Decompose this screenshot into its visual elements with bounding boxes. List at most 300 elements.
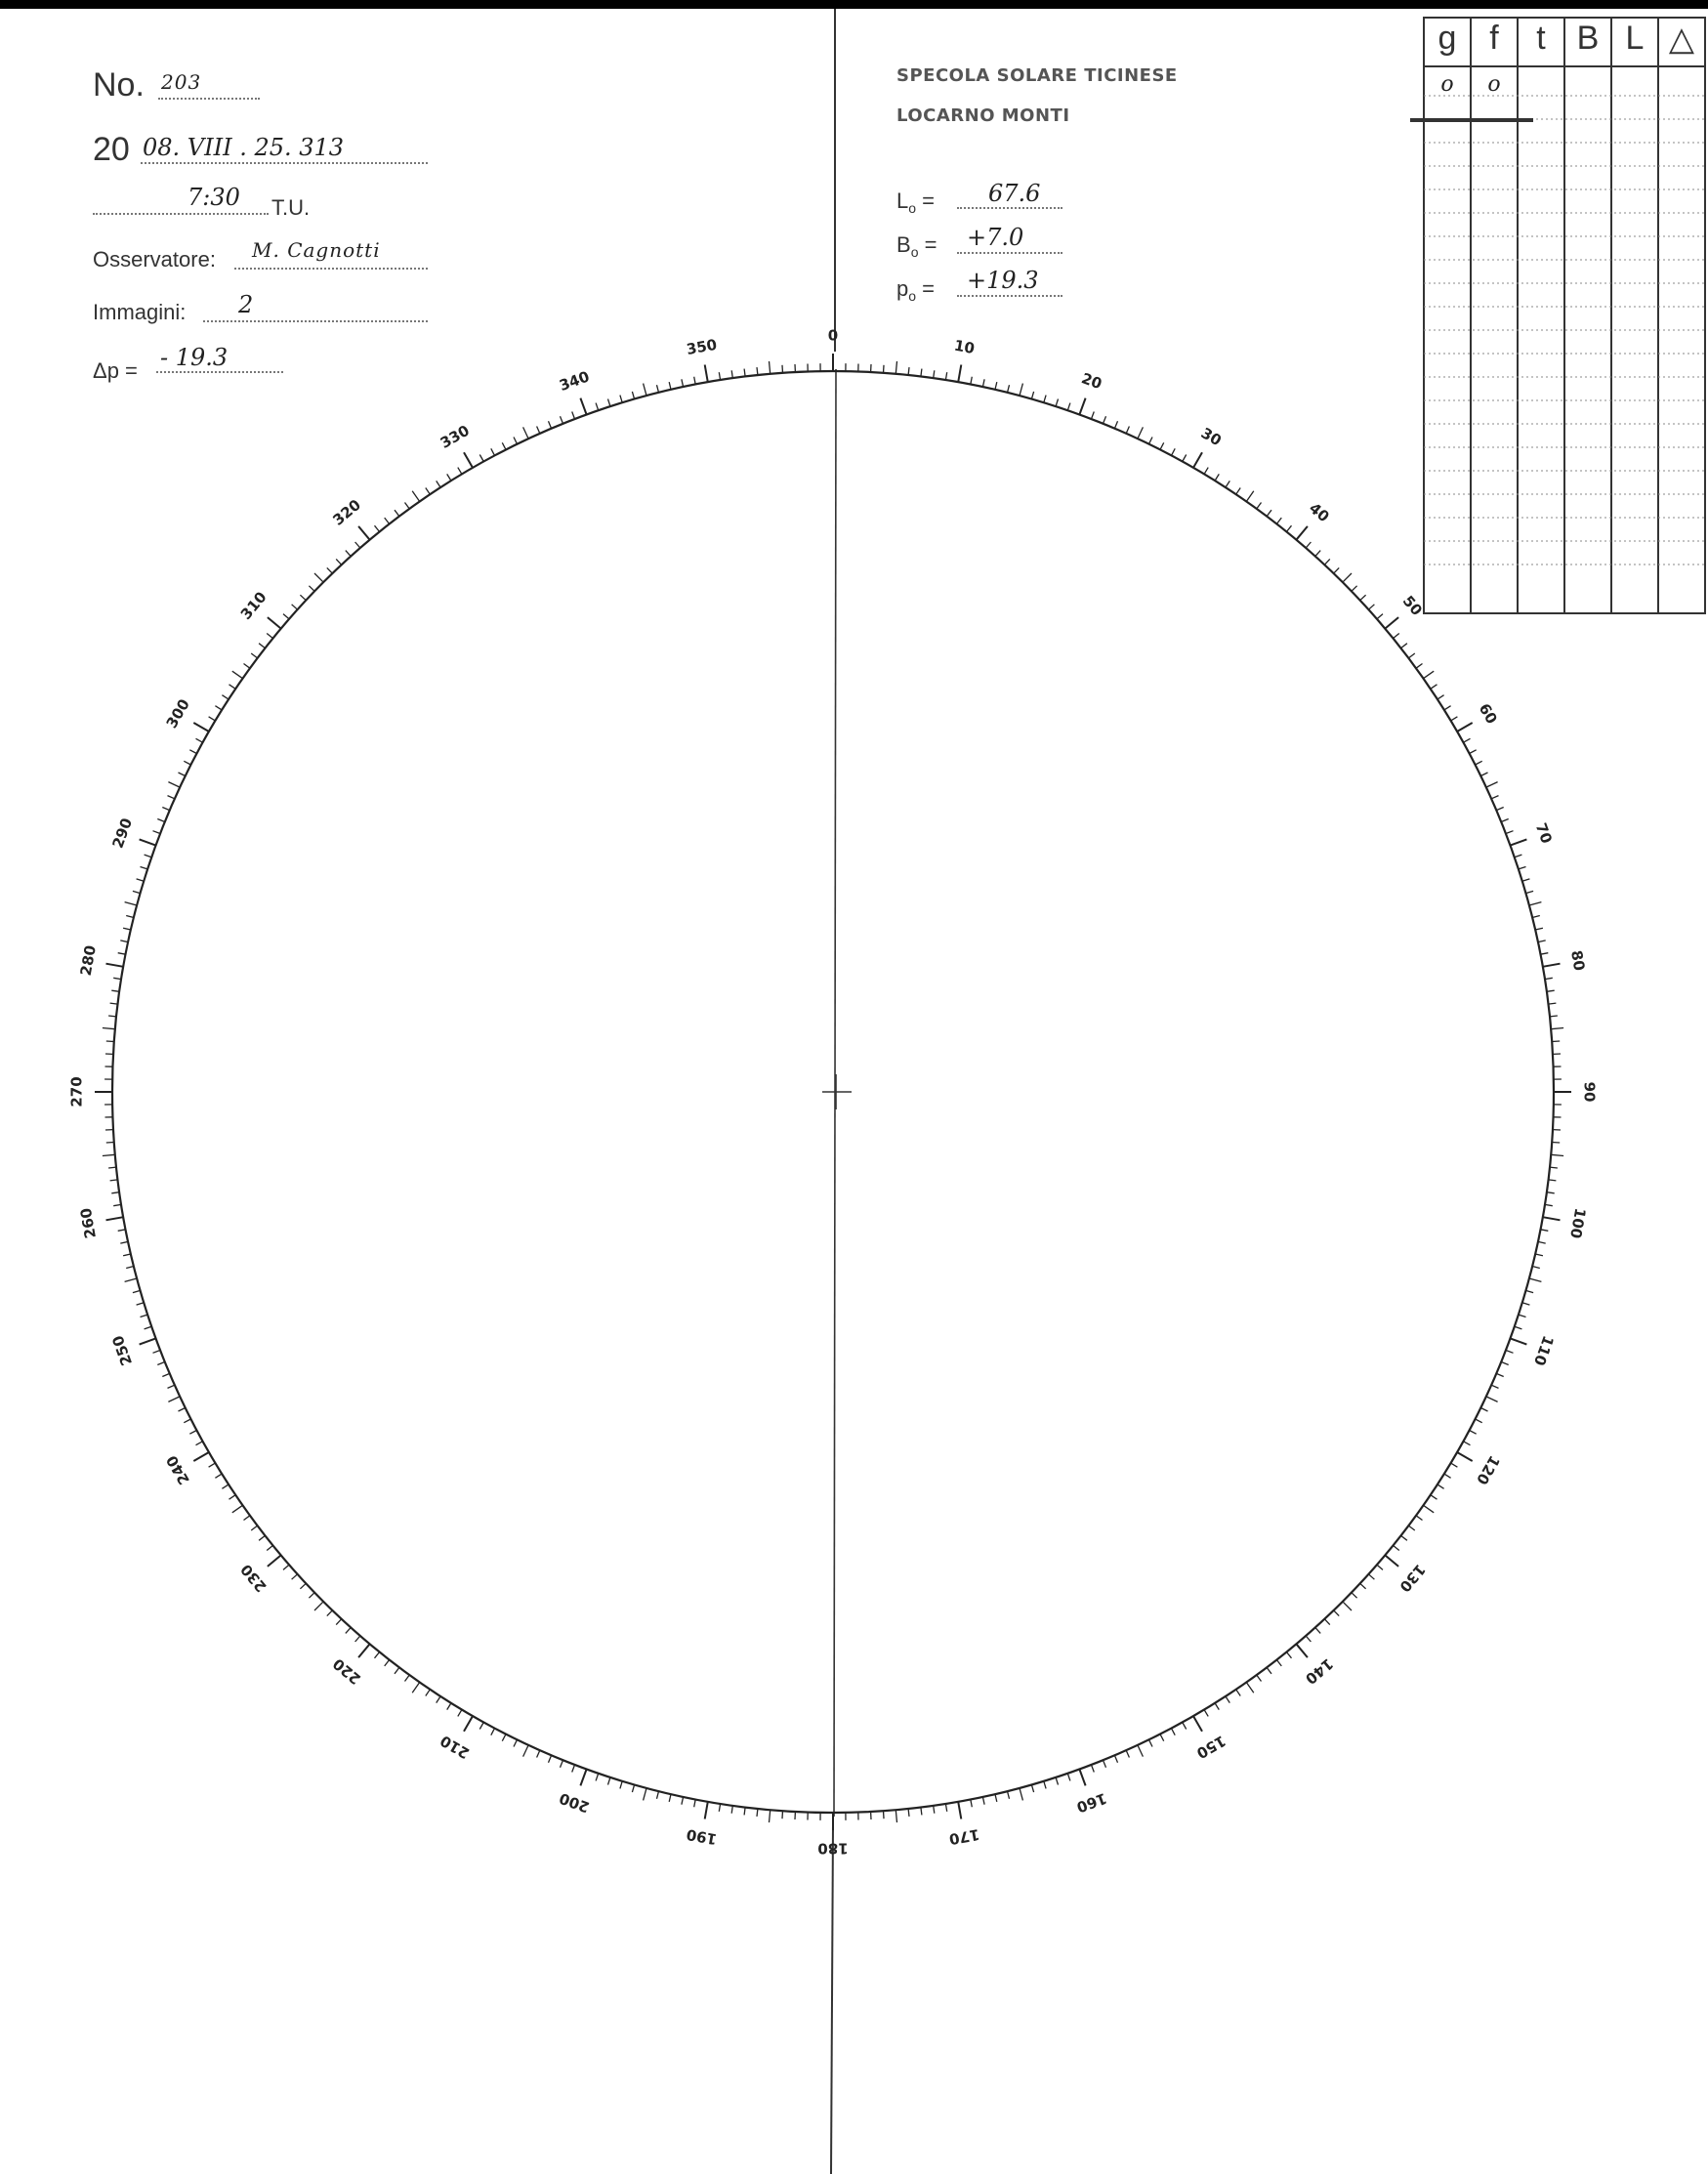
dial-tick	[193, 1452, 209, 1461]
dial-label: 320	[329, 495, 364, 529]
dial-tick	[1324, 559, 1330, 564]
dial-tick	[1525, 891, 1533, 893]
B-value: +7.0	[967, 224, 1024, 251]
dial-tick	[1215, 474, 1219, 481]
dial-tick	[209, 717, 216, 721]
dial-tick	[1257, 503, 1262, 509]
dial-tick	[1193, 452, 1202, 468]
dial-tick	[502, 442, 506, 449]
dial-tick	[395, 1667, 399, 1673]
dial-tick	[770, 1810, 771, 1822]
dial-tick	[1457, 723, 1473, 732]
dial-tick	[694, 1799, 696, 1807]
dial-tick	[537, 1750, 540, 1757]
dial-tick	[1067, 403, 1070, 411]
dial-tick	[1394, 634, 1399, 639]
dial-tick	[1424, 671, 1435, 679]
dial-tick	[782, 365, 783, 373]
dial-tick	[1551, 1154, 1563, 1155]
dial-tick	[244, 1516, 250, 1521]
dial-tick	[1437, 695, 1444, 699]
dial-label: 80	[1567, 948, 1589, 973]
dial-tick	[209, 1463, 216, 1467]
dial-label: 60	[1475, 700, 1501, 728]
dial-tick	[1515, 855, 1522, 857]
dial-tick	[1056, 399, 1058, 407]
dial-tick	[1543, 964, 1561, 967]
dial-tick	[1549, 1180, 1557, 1181]
dial-tick	[1540, 1230, 1548, 1232]
dial-tick	[1401, 1535, 1407, 1540]
dial-tick	[1522, 1303, 1530, 1305]
dial-tick	[118, 953, 126, 955]
dial-label: 240	[162, 1452, 193, 1488]
dial-tick	[479, 1723, 483, 1730]
dial-tick	[1104, 1760, 1106, 1767]
dial-tick	[1545, 978, 1553, 979]
dial-tick	[1114, 421, 1117, 428]
dial-tick	[1538, 941, 1546, 942]
dial-tick	[123, 928, 131, 930]
dial-tick	[1044, 1781, 1046, 1789]
no-label: No.	[93, 66, 145, 104]
dial-tick	[125, 1278, 138, 1281]
dial-tick	[309, 1593, 314, 1599]
table-header-f: f	[1489, 20, 1499, 57]
p-value: +19.3	[967, 267, 1039, 294]
dial-tick	[244, 664, 250, 669]
dial-tick	[1543, 1217, 1561, 1220]
dial-tick	[1522, 879, 1530, 881]
dial-tick	[355, 542, 360, 548]
dial-tick	[1276, 518, 1281, 523]
dial-tick	[884, 1811, 885, 1819]
dial-tick	[1368, 605, 1374, 609]
dial-tick	[523, 427, 529, 439]
dial-tick	[137, 1303, 145, 1305]
dial-label: 70	[1531, 820, 1556, 847]
dial-tick	[1114, 1755, 1117, 1762]
dial-tick	[1306, 1636, 1311, 1642]
dial-tick	[1385, 617, 1398, 629]
dial-tick	[1457, 1452, 1473, 1461]
table-header-L: L	[1625, 20, 1645, 57]
dial-tick	[309, 586, 314, 592]
institution-line2: LOCARNO MONTI	[896, 105, 1070, 126]
dial-tick	[447, 474, 451, 481]
dial-label: 280	[76, 943, 100, 978]
dial-tick	[232, 671, 243, 679]
dial-tick	[572, 412, 575, 420]
dial-tick	[179, 773, 186, 776]
dial-tick	[1408, 653, 1414, 658]
dial-tick	[193, 723, 209, 732]
dial-tick	[1377, 614, 1383, 619]
dial-tick	[168, 782, 180, 788]
dial-tick	[113, 978, 121, 979]
dial-tick	[744, 369, 745, 377]
dial-tick	[1172, 1729, 1176, 1735]
dial-tick	[1464, 1442, 1471, 1445]
dial-tick	[479, 455, 483, 462]
dial-tick	[106, 1217, 124, 1220]
dial-tick	[945, 1804, 946, 1812]
dial-tick	[921, 1808, 922, 1816]
dial-label: 120	[1473, 1452, 1504, 1488]
dial-tick	[1138, 427, 1144, 439]
dial-tick	[1343, 1602, 1352, 1610]
dial-tick	[292, 605, 298, 609]
dial-label: 290	[108, 815, 137, 851]
dial-tick	[561, 1760, 563, 1767]
dial-tick	[1437, 1484, 1444, 1488]
dial-tick	[464, 1716, 473, 1732]
dial-label: 0	[827, 326, 839, 345]
dial-tick	[259, 1535, 265, 1540]
dial-tick	[1470, 750, 1477, 754]
dial-tick	[1538, 1241, 1546, 1243]
dial-tick	[757, 367, 758, 375]
dial-tick	[1315, 1627, 1320, 1633]
dial-tick	[314, 573, 323, 582]
dial-label: 150	[1193, 1732, 1229, 1763]
p-label: $p_o$ =	[896, 276, 936, 304]
dial-label: 230	[236, 1561, 271, 1596]
dial-tick	[657, 1791, 659, 1799]
dial-tick	[1529, 1278, 1542, 1281]
dial-tick	[346, 1627, 351, 1633]
dial-tick	[1306, 542, 1311, 548]
dial-tick	[1532, 1267, 1540, 1269]
dial-label: 50	[1398, 592, 1426, 619]
dial-label: 350	[685, 335, 719, 358]
dial-tick	[1160, 1735, 1164, 1741]
dial-tick	[1480, 773, 1487, 776]
dial-tick	[1183, 1723, 1187, 1730]
dial-tick	[437, 1696, 440, 1703]
dial-tick	[1031, 1784, 1033, 1792]
dial-tick	[731, 370, 732, 378]
dial-tick	[1324, 1619, 1330, 1625]
dial-tick	[120, 941, 128, 942]
L-label: $L_o$ =	[896, 188, 936, 216]
dial-tick	[168, 1385, 175, 1388]
dial-tick	[106, 1143, 114, 1144]
dial-tick	[1008, 385, 1010, 393]
dial-tick	[580, 398, 586, 415]
B-subscript: o	[910, 244, 919, 260]
table-header-g: g	[1437, 20, 1457, 57]
dial-tick	[549, 1755, 552, 1762]
dial-tick	[1547, 990, 1555, 991]
dial-tick	[426, 1690, 431, 1696]
B-label: $B_o$ =	[896, 232, 937, 260]
dial-tick	[1496, 1373, 1503, 1376]
dial-tick	[705, 1802, 708, 1819]
dial-tick	[1486, 1397, 1498, 1402]
dial-tick	[694, 377, 696, 385]
dial-tick	[1515, 1326, 1522, 1329]
dial-tick	[537, 427, 540, 434]
dial-tick	[108, 1167, 116, 1168]
dial-tick	[375, 1652, 380, 1658]
dial-tick	[1549, 1003, 1557, 1004]
dial-label: 20	[1078, 369, 1104, 394]
table-header-t: t	[1536, 20, 1546, 57]
time-value: 7:30	[187, 184, 240, 211]
dial-tick	[145, 1326, 152, 1329]
dial-tick	[1408, 1526, 1414, 1530]
dial-tick	[1547, 1192, 1555, 1193]
dial-tick	[229, 685, 236, 690]
dial-tick	[106, 964, 124, 967]
dial-tick	[268, 1555, 281, 1567]
dial-tick	[437, 481, 440, 487]
dial-label: 10	[952, 336, 977, 357]
dial-tick	[1552, 1143, 1560, 1144]
dial-tick	[196, 738, 203, 742]
dial-tick	[1451, 1463, 1458, 1467]
images-value: 2	[238, 291, 254, 318]
dial-tick	[1368, 1574, 1374, 1579]
dial-tick	[111, 1192, 119, 1193]
dial-tick	[118, 1230, 126, 1232]
dial-tick	[719, 1804, 720, 1812]
dial-tick	[523, 1745, 529, 1757]
dial-tick	[982, 379, 984, 387]
dial-tick	[945, 372, 946, 380]
dial-tick	[111, 990, 119, 991]
dial-tick	[251, 653, 257, 658]
dial-tick	[572, 1765, 575, 1773]
table-header-delta: △	[1668, 21, 1695, 58]
dial-tick	[259, 644, 265, 648]
dial-label: 300	[162, 695, 193, 732]
dial-tick	[222, 695, 229, 699]
dial-tick	[1183, 455, 1187, 462]
dial-tick	[620, 396, 622, 403]
dial-tick	[921, 369, 922, 377]
dial-tick	[385, 1660, 390, 1666]
dial-tick	[1519, 867, 1526, 869]
dial-tick	[958, 365, 961, 383]
dial-tick	[934, 1806, 935, 1814]
date-value: 08. VIII . 25. 313	[143, 134, 345, 161]
dial-tick	[1226, 481, 1229, 487]
dial-label: 220	[329, 1654, 364, 1689]
dial-tick	[126, 1267, 134, 1269]
dial-tick	[141, 867, 148, 869]
dial-label: 40	[1306, 499, 1333, 526]
observer-value: M. Cagnotti	[252, 238, 381, 262]
dial-tick	[168, 796, 175, 799]
dial-tick	[215, 706, 222, 710]
dial-tick	[502, 1735, 506, 1741]
dial-tick	[283, 1565, 289, 1569]
dial-tick	[644, 384, 646, 397]
dial-tick	[168, 1397, 180, 1402]
dial-tick	[1506, 831, 1514, 834]
dial-tick	[355, 1636, 360, 1642]
dial-tick	[1535, 1254, 1543, 1256]
dial-tick	[300, 595, 306, 601]
dial-label: 270	[67, 1076, 86, 1108]
dial-tick	[1020, 1788, 1022, 1801]
dial-tick	[657, 385, 659, 393]
dial-tick	[549, 421, 552, 428]
dial-tick	[1138, 1745, 1144, 1757]
dial-tick	[292, 1574, 298, 1579]
dial-tick	[336, 559, 342, 564]
dial-tick	[561, 416, 563, 423]
dial-tick	[1149, 1739, 1153, 1746]
dial-tick	[1204, 468, 1208, 475]
dial-tick	[140, 839, 156, 845]
dial-label: 130	[1396, 1561, 1430, 1596]
dial-tick	[1451, 717, 1458, 721]
dial-tick	[1424, 1505, 1435, 1513]
dial-tick	[1401, 644, 1407, 648]
dial-tick	[1525, 1290, 1533, 1292]
dial-tick	[140, 1338, 156, 1344]
dial-tick	[908, 367, 909, 375]
dial-tick	[426, 488, 431, 495]
dial-tick	[189, 1431, 196, 1435]
dial-tick	[222, 1484, 229, 1488]
dial-tick	[1343, 573, 1352, 582]
dial-tick	[1246, 1683, 1254, 1693]
dial-tick	[1550, 1016, 1558, 1017]
p-letter: p	[896, 276, 909, 301]
dial-tick	[620, 1781, 622, 1789]
dial-tick	[705, 365, 708, 383]
dial-tick	[1496, 808, 1503, 811]
dial-label: 140	[1302, 1654, 1337, 1689]
dial-tick	[145, 855, 152, 857]
dial-tick	[1104, 416, 1106, 423]
dial-tick	[125, 902, 138, 905]
dial-tick	[1431, 685, 1437, 690]
dial-tick	[300, 1583, 306, 1589]
dial-tick	[971, 377, 973, 385]
dial-tick	[982, 1797, 984, 1805]
L-letter: L	[896, 188, 909, 213]
dial-tick	[103, 1154, 115, 1155]
dial-tick	[1470, 1431, 1477, 1435]
dial-tick	[412, 1683, 420, 1693]
L-value: 67.6	[988, 180, 1041, 207]
dial-tick	[1486, 782, 1498, 788]
dial-tick	[1501, 819, 1508, 822]
dial-tick	[251, 1526, 257, 1530]
dial-tick	[491, 1729, 495, 1735]
dial-tick	[1352, 1593, 1357, 1599]
dial-tick	[267, 1545, 272, 1550]
observer-label: Osservatore:	[93, 247, 216, 272]
dial-tick	[1532, 916, 1540, 918]
dial-tick	[1334, 567, 1340, 573]
dial-tick	[358, 1644, 370, 1657]
institution-line1: SPECOLA SOLARE TICINESE	[896, 65, 1178, 86]
dial-label: 340	[557, 367, 592, 396]
dial-tick	[1056, 1777, 1058, 1785]
dial-tick	[346, 551, 351, 557]
dial-tick	[110, 1003, 118, 1004]
dial-tick	[1535, 928, 1543, 930]
dial-tick	[1501, 1362, 1508, 1365]
dial-tick	[644, 1788, 646, 1801]
B-letter: B	[896, 232, 911, 257]
dial-tick	[1480, 1408, 1487, 1412]
dial-tick	[133, 1290, 141, 1292]
dial-tick	[770, 361, 771, 374]
table-cell-g-1: o	[1440, 72, 1454, 97]
dial-tick	[327, 567, 333, 573]
dial-label: 170	[947, 1825, 981, 1849]
dial-tick	[120, 1241, 128, 1243]
dial-label: 110	[1529, 1333, 1558, 1368]
dial-tick	[669, 1794, 671, 1802]
dial-tick	[971, 1799, 973, 1807]
dial-tick	[1476, 1419, 1482, 1423]
dial-label: 250	[108, 1333, 137, 1368]
dial-tick	[106, 1041, 114, 1042]
dial-tick	[1506, 1351, 1514, 1354]
dial-tick	[731, 1806, 732, 1814]
dial-tick	[1215, 1703, 1219, 1710]
dial-tick	[1126, 1750, 1129, 1757]
dial-tick	[1552, 1041, 1560, 1042]
dial-tick	[744, 1808, 745, 1816]
dial-tick	[608, 1777, 610, 1785]
dial-tick	[1511, 1338, 1527, 1344]
dial-tick	[458, 1710, 462, 1717]
dial-tick	[1031, 392, 1033, 399]
dial-tick	[682, 379, 684, 387]
dial-tick	[669, 382, 671, 390]
dial-tick	[1296, 1644, 1308, 1657]
dial-tick	[1464, 738, 1471, 742]
dial-tick	[1286, 525, 1291, 531]
dial-tick	[110, 1180, 118, 1181]
data-table-grid	[1410, 18, 1705, 613]
dial-tick	[385, 518, 390, 523]
dial-tick	[123, 1254, 131, 1256]
dial-tick	[580, 1770, 586, 1786]
dial-tick	[268, 617, 281, 629]
dial-tick	[358, 526, 370, 540]
delta-p-value: - 19.3	[160, 344, 229, 371]
dial-tick	[1286, 1652, 1291, 1658]
dial-tick	[1276, 1660, 1281, 1666]
dial-tick	[464, 452, 473, 468]
dial-tick	[336, 1619, 342, 1625]
dial-tick	[1160, 442, 1164, 449]
table-cell-f-1: o	[1487, 72, 1501, 97]
dial-label: 90	[1580, 1081, 1599, 1103]
dial-tick	[1334, 1610, 1340, 1616]
table-header-B: B	[1576, 20, 1600, 57]
dial-tick	[137, 879, 145, 881]
dial-tick	[1416, 1516, 1422, 1521]
date-prefix: 20	[93, 131, 130, 168]
time-unit: T.U.	[271, 195, 311, 220]
dial-tick	[1092, 412, 1095, 420]
dial-tick	[1431, 1495, 1437, 1500]
dial-tick	[1529, 902, 1542, 905]
p-subscript: o	[908, 288, 917, 304]
dial-label: 260	[76, 1206, 100, 1240]
